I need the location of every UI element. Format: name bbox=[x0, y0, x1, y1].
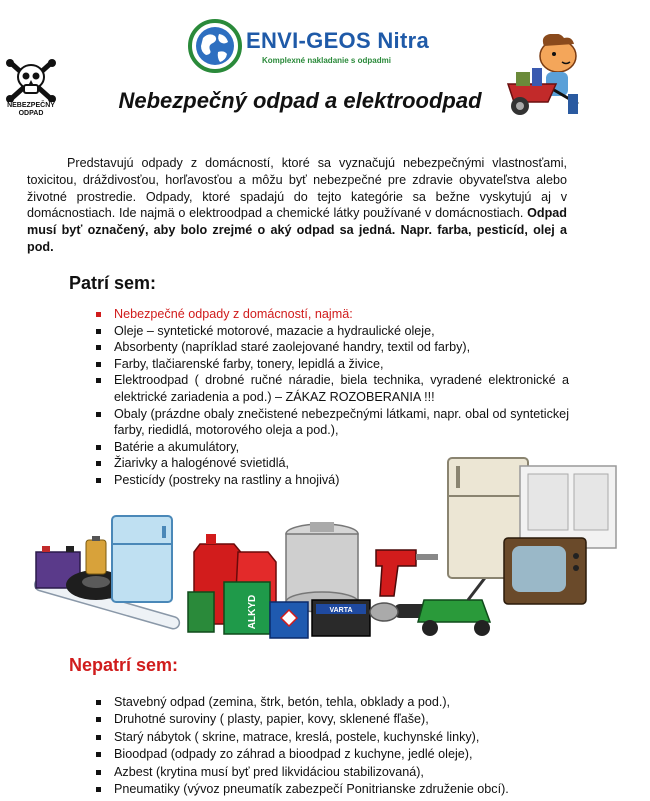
bullet-icon bbox=[96, 312, 101, 317]
list-item: Pneumatiky (vývoz pneumatík zabezpečí Ponitrianske združenie obcí). bbox=[92, 781, 569, 798]
paint-canister-icon bbox=[224, 582, 270, 634]
bullet-icon bbox=[96, 770, 101, 775]
list-item: Farby, tlačiarenské farby, tonery, lepidlá a živice, bbox=[92, 356, 569, 373]
globe-icon bbox=[188, 18, 242, 74]
section-heading-belongs: Patrí sem: bbox=[69, 273, 157, 293]
bullet-icon bbox=[96, 735, 101, 740]
brand-tagline: Komplexné nakladanie s odpadmi bbox=[262, 56, 391, 65]
battery-icon bbox=[86, 536, 106, 574]
intro-bold-text: Odpad musí byť označený, aby bolo zrejmé o aký odpad sa jedná. Napr. farba, pesticíd, olej a pod. bbox=[27, 206, 567, 254]
mascot-wheelbarrow-icon bbox=[498, 34, 588, 120]
not-belongs-list bbox=[92, 694, 569, 798]
list-item: Bioodpad (odpady zo záhrad a bioodpad z kuchyne, jedlé oleje), bbox=[92, 746, 569, 763]
bullet-icon bbox=[96, 787, 101, 792]
power-drill-icon bbox=[376, 550, 438, 596]
intro-paragraph bbox=[27, 155, 567, 256]
hazard-label bbox=[4, 102, 58, 118]
list-item: Oleje – syntetické motorové, mazacie a hydraulické oleje, bbox=[92, 323, 569, 340]
bullet-icon bbox=[96, 378, 101, 383]
section-heading-not-belongs: Nepatrí sem: bbox=[69, 655, 179, 675]
bullet-icon bbox=[96, 445, 101, 450]
list-item: Batérie a akumulátory, bbox=[92, 439, 569, 456]
bullet-icon bbox=[96, 717, 101, 722]
appliance-icon bbox=[520, 466, 616, 548]
list-item: Stavebný odpad (zemina, štrk, betón, tehla, obklady a pod.), bbox=[92, 694, 569, 711]
mascot-illustration bbox=[498, 34, 588, 120]
list-item: Absorbenty (napríklad staré zaolejované handry, textil od farby), bbox=[92, 339, 569, 356]
hazard-label-line1: NEBEZPEČNÝ bbox=[7, 102, 55, 109]
skull-crossbones-icon bbox=[4, 58, 58, 102]
hazard-label-line2: ODPAD bbox=[18, 110, 44, 117]
list-item: Nebezpečné odpady z domácností, najmä: bbox=[92, 306, 569, 323]
list-item: Azbest (krytina musí byť pred likvidáciou stabilizovaná), bbox=[92, 764, 569, 781]
hazardous-waste-illustration bbox=[28, 452, 628, 647]
battery-label: VARTA bbox=[329, 607, 353, 614]
list-item: Žiarivky a halogénové svietidlá, bbox=[92, 455, 569, 472]
bullet-icon bbox=[96, 345, 101, 350]
hazard-can-icon bbox=[270, 602, 308, 638]
brand-name: ENVI-GEOS Nitra bbox=[246, 28, 429, 53]
list-item: Elektroodpad ( drobné ručné náradie, biela technika, vyradené elektronické a elektrické zariadenia a pod.) – ZÁKAZ ROZOBERANIA !!! bbox=[92, 372, 569, 405]
bullet-icon bbox=[96, 752, 101, 757]
list-item: Pesticídy (postreky na rastliny a hnojivá) bbox=[92, 472, 569, 489]
bullet-icon bbox=[96, 362, 101, 367]
small-fridge-icon bbox=[112, 516, 172, 602]
list-item: Druhotné suroviny ( plasty, papier, kovy, sklenené fľaše), bbox=[92, 711, 569, 728]
paint-can-icon bbox=[188, 592, 214, 632]
bullet-icon bbox=[96, 412, 101, 417]
page-title: Nebezpečný odpad a elektroodpad bbox=[118, 88, 482, 113]
bullet-icon bbox=[96, 329, 101, 334]
canister-label: ALKYD bbox=[247, 594, 258, 630]
intro-text: Predstavujú odpady z domácností, ktoré sa vyznačujú nebezpečnými vlastnosťami, toxicitou, dráždivosťou, horľavosťou a môžu byť nebezpečné pre zdravie obyvateľstva alebo životné prostredie. Odpady, ktoré spadajú do tejto kategórie sa bežne vyskytujú aj v domácnostiach. Ide najmä o elektroodpad a chemické látky používané v domácnostiach. bbox=[27, 156, 567, 221]
car-battery-varta-icon bbox=[312, 600, 370, 636]
chemical-barrel-icon bbox=[286, 522, 358, 612]
list-item: Obaly (prázdne obaly znečistené nebezpečnými látkami, napr. obal od syntetickej farby, riedidlá, motorového oleja a pod.), bbox=[92, 406, 569, 439]
list-item: Starý nábytok ( skrine, matrace, kreslá, postele, kuchynské linky), bbox=[92, 729, 569, 746]
company-logo bbox=[188, 18, 429, 74]
hazard-symbol bbox=[4, 58, 58, 124]
bullet-icon bbox=[96, 700, 101, 705]
television-icon bbox=[504, 538, 586, 604]
